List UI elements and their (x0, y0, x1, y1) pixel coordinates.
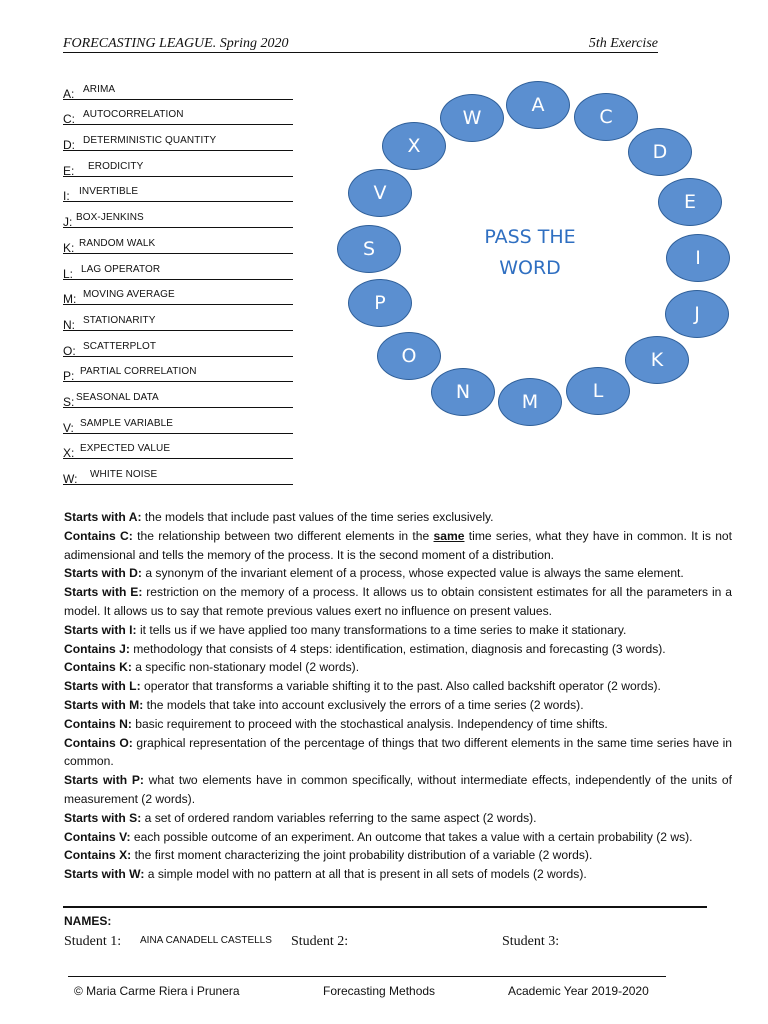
wheel-letter-x: X (382, 122, 446, 170)
header-rule (63, 52, 658, 53)
clue-m (64, 696, 732, 715)
answer-row (63, 177, 293, 203)
answer-letter: V: (63, 420, 74, 435)
footer-course: Forecasting Methods (323, 984, 436, 998)
wheel-letter-e: E (658, 178, 722, 226)
answer-list (63, 74, 293, 485)
clue-text: graphical representation of the percentage of things that two different elements in the same time series have in common. (64, 735, 732, 769)
answer-letter: E: (63, 163, 75, 178)
clue-text: the models that include past values of the time series exclusively. (141, 510, 494, 524)
clue-v (64, 828, 732, 847)
answer-row (63, 459, 293, 485)
wheel-letter-n: N (431, 368, 495, 416)
clue-text: a synonym of the invariant element of a process, whose expected value is always the same element. (141, 566, 684, 581)
answer-letter: A: (63, 86, 75, 101)
answer-word: DETERMINISTIC QUANTITY (83, 135, 217, 147)
clue-d (64, 564, 732, 583)
clue-text: each possible outcome of an experiment. An outcome that takes a value with a certain probability (2 ws). (130, 829, 693, 844)
answer-row (63, 331, 293, 357)
answer-row (63, 254, 293, 280)
wheel-letter-d: D (628, 128, 692, 176)
answer-word: MOVING AVERAGE (83, 289, 175, 301)
answer-row (63, 125, 293, 151)
student2-label: Student 2: (291, 934, 349, 949)
clue-i (64, 621, 732, 640)
clue-key: Contains O: (64, 735, 133, 750)
student3-label: Student 3: (502, 934, 560, 949)
answer-word: STATIONARITY (83, 314, 156, 326)
answer-word: SEASONAL DATA (76, 391, 159, 403)
answer-row (63, 228, 293, 254)
answer-letter: P: (63, 369, 75, 384)
clue-key: Starts with S: (64, 810, 142, 825)
clue-text: methodology that consists of 4 steps: identification, estimation, diagnosis and forecasting (3 words). (129, 641, 666, 656)
answer-word: INVERTIBLE (79, 186, 139, 198)
answer-row (63, 357, 293, 383)
wheel-letter-a: A (506, 81, 570, 129)
answer-word: LAG OPERATOR (81, 263, 161, 275)
clue-list (64, 508, 732, 884)
clue-w (64, 865, 732, 884)
answer-word: ARIMA (83, 83, 116, 95)
clue-k (64, 658, 732, 677)
clue-key: Contains V: (64, 829, 131, 844)
answer-row (63, 74, 293, 100)
answer-word: ERODICITY (88, 160, 144, 172)
clue-s (64, 809, 732, 828)
clue-p (64, 771, 732, 809)
clue-text: a specific non-stationary model (2 words). (131, 660, 360, 675)
clue-l (64, 677, 732, 696)
wheel-title-line1: PASS THE (484, 226, 576, 248)
answer-word: BOX-JENKINS (76, 212, 144, 224)
clue-text: a simple model with no pattern at all that is present in all sets of models (2 words). (144, 867, 587, 882)
answer-letter: S: (63, 394, 75, 409)
answer-word: EXPECTED VALUE (80, 443, 171, 455)
wheel-letter-o: O (377, 332, 441, 380)
answer-word: PARTIAL CORRELATION (80, 366, 197, 378)
wheel-letter-m: M (498, 378, 562, 426)
clue-key: Starts with A: (64, 510, 142, 524)
header-exercise: 5th Exercise (588, 36, 658, 51)
answer-letter: O: (63, 343, 76, 358)
clue-key: Starts with M: (64, 697, 144, 712)
clue-key: Starts with E: (64, 585, 143, 600)
wheel-letter-w: W (440, 94, 504, 142)
answer-word: WHITE NOISE (90, 469, 158, 480)
wheel-title (470, 222, 590, 284)
answer-row (63, 202, 293, 228)
wheel-letter-p: P (348, 279, 412, 327)
clue-c (64, 527, 732, 565)
names-label: NAMES: (64, 914, 112, 928)
clue-j (64, 640, 732, 659)
answer-letter: X: (63, 446, 75, 461)
wheel-letter-v: V (348, 169, 412, 217)
wheel-letter-i: I (666, 234, 730, 282)
answer-letter: L: (63, 266, 74, 281)
clue-text: basic requirement to proceed with the stochastical analysis. Independency of time shifts. (131, 716, 608, 731)
answer-word: RANDOM WALK (79, 237, 156, 249)
clue-text: restriction on the memory of a process. It allows us to obtain consistent estimates for all the parameters in a model. It allows us to say that remote previous values exert no influence on present values. (64, 585, 733, 618)
clue-key: Contains C: (64, 528, 133, 543)
clue-n (64, 715, 732, 734)
student1-label: Student 1: (64, 934, 122, 949)
clue-text: what two elements have in common specifically, without intermediate effects, independently of the units of measurement (2 words). (64, 773, 732, 806)
answer-row (63, 280, 293, 306)
answer-word: SAMPLE VARIABLE (80, 417, 174, 429)
answer-letter: D: (63, 138, 75, 153)
wheel-letter-k: K (625, 336, 689, 384)
letter-wheel (330, 78, 740, 428)
answer-letter: M: (63, 292, 77, 307)
clue-text: it tells us if we have applied too many transformations to a time series to make it stationary. (136, 622, 627, 637)
answer-letter: K: (63, 240, 75, 255)
answer-row (63, 434, 293, 460)
clue-key: Contains N: (64, 716, 132, 731)
wheel-letter-l: L (566, 367, 630, 415)
wheel-letter-j: J (665, 290, 729, 338)
answer-row (63, 151, 293, 177)
answer-row (63, 382, 293, 408)
wheel-title-line2: WORD (499, 257, 561, 279)
clue-text-before: the relationship between two different elements in the (132, 528, 434, 543)
answer-row (63, 305, 293, 331)
clue-text: time series, what they have in common. It is not adimensional and tells the memory of the process. It is the second moment of a distribution. (64, 528, 733, 562)
clue-x (64, 846, 732, 865)
clue-key: Contains K: (64, 660, 132, 675)
footer-author: © Maria Carme Riera i Prunera (74, 984, 240, 998)
answer-letter: W: (63, 472, 78, 486)
clue-o (64, 734, 732, 772)
clue-emphasis: same (433, 528, 465, 543)
clue-text: the first moment characterizing the joint probability distribution of a variable (2 words). (131, 848, 593, 863)
answer-letter: C: (63, 112, 75, 127)
wheel-letter-s: S (337, 225, 401, 273)
footer-rule (68, 976, 666, 977)
clue-key: Starts with I: (64, 622, 137, 637)
wheel-letter-c: C (574, 93, 638, 141)
clue-text: a set of ordered random variables referring to the same aspect (2 words). (141, 810, 537, 825)
header-title: FORECASTING LEAGUE. Spring 2020 (63, 36, 289, 51)
clue-key: Starts with L: (64, 679, 141, 694)
answer-letter: N: (63, 317, 75, 332)
answer-row (63, 408, 293, 434)
clue-key: Starts with W: (64, 867, 145, 882)
clue-e (64, 583, 732, 621)
names-rule (63, 906, 707, 908)
clue-key: Starts with P: (64, 773, 144, 788)
clue-text: operator that transforms a variable shifting it to the past. Also called backshift operator (2 words). (140, 679, 661, 694)
answer-letter: J: (63, 215, 73, 230)
footer-year: Academic Year 2019-2020 (508, 984, 649, 998)
clue-key: Contains J: (64, 641, 130, 656)
clue-a (64, 508, 732, 527)
answer-word: SCATTERPLOT (83, 340, 157, 352)
clue-key: Contains X: (64, 848, 132, 863)
answer-letter: I: (63, 189, 70, 204)
clue-key: Starts with D: (64, 566, 142, 581)
answer-word: AUTOCORRELATION (83, 109, 184, 121)
student1-name: AINA CANADELL CASTELLS (140, 935, 272, 946)
answer-row (63, 100, 293, 126)
clue-text: the models that take into account exclusively the errors of a time series (2 words). (143, 697, 584, 712)
